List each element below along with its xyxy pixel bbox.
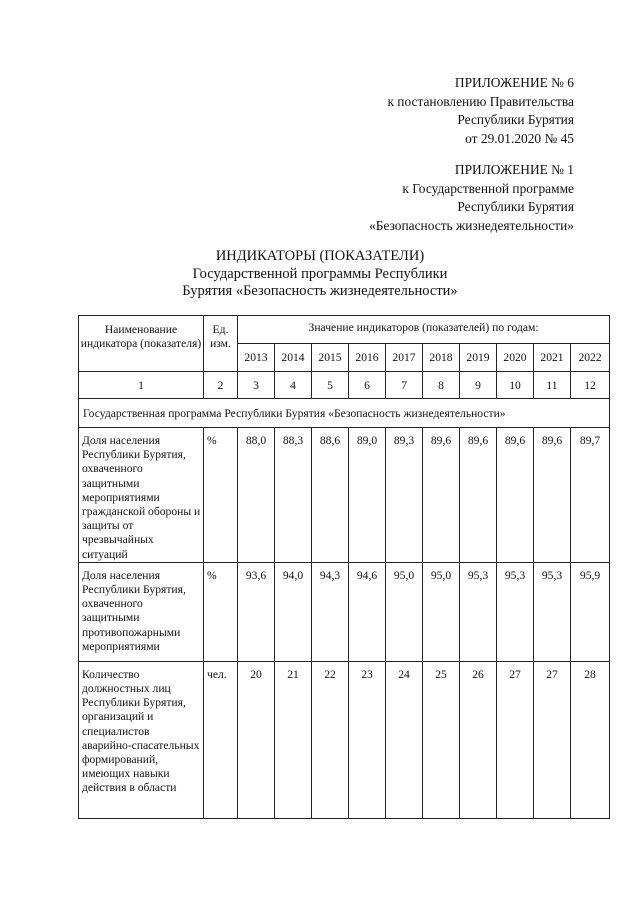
appendix-1-program: к Государственной программе <box>402 180 574 196</box>
year-2015: 2015 <box>312 344 349 372</box>
indicator-unit: % <box>204 428 238 563</box>
column-number-row <box>79 372 610 399</box>
year-2022: 2022 <box>571 344 610 372</box>
document-title <box>0 248 640 301</box>
value-cell: 21 <box>275 661 312 818</box>
value-cell: 95,9 <box>571 562 610 661</box>
value-cell: 28 <box>571 661 610 818</box>
appendix-6-heading: ПРИЛОЖЕНИЕ № 6 <box>454 75 574 90</box>
value-cell: 95,3 <box>534 562 571 661</box>
column-number: 2 <box>204 372 238 399</box>
title-line-2: Государственной программы Республики <box>192 265 448 282</box>
table-row <box>79 562 610 661</box>
appendix-6-date-number: от 29.01.2020 № 45 <box>465 130 574 146</box>
appendix-1-block <box>369 161 574 235</box>
indicator-name: Доля населения Республики Бурятия, охваченного защитными мероприятиями гражданской обороны и защиты от чрезвычайных ситуаций <box>79 428 204 563</box>
value-cell: 89,7 <box>571 428 610 563</box>
year-2019: 2019 <box>460 344 497 372</box>
appendix-1-program-name: «Безопасность жизнедеятельности» <box>369 217 574 233</box>
value-cell: 89,3 <box>386 428 423 563</box>
value-cell: 89,6 <box>460 428 497 563</box>
value-cell: 26 <box>460 661 497 818</box>
column-number: 4 <box>275 372 312 399</box>
value-cell: 89,6 <box>534 428 571 563</box>
value-cell: 25 <box>423 661 460 818</box>
indicator-unit: % <box>204 562 238 661</box>
appendix-6-resolution: к постановлению Правительства <box>387 93 574 109</box>
column-number: 9 <box>460 372 497 399</box>
title-line-1: ИНДИКАТОРЫ (ПОКАЗАТЕЛИ) <box>215 248 425 264</box>
indicator-name: Количество должностных лиц Республики Бурятия, организаций и специалистов аварийно-спасательных формирований, имеющих навыки действия в области <box>79 661 204 818</box>
value-cell: 88,0 <box>238 428 275 563</box>
column-number: 6 <box>349 372 386 399</box>
year-2020: 2020 <box>497 344 534 372</box>
year-2013: 2013 <box>238 344 275 372</box>
value-cell: 22 <box>312 661 349 818</box>
indicators-table <box>78 315 610 819</box>
value-cell: 94,3 <box>312 562 349 661</box>
year-2018: 2018 <box>423 344 460 372</box>
value-cell: 95,0 <box>423 562 460 661</box>
value-cell: 95,0 <box>386 562 423 661</box>
year-2014: 2014 <box>275 344 312 372</box>
value-cell: 95,3 <box>497 562 534 661</box>
value-cell: 89,6 <box>423 428 460 563</box>
column-number: 8 <box>423 372 460 399</box>
value-cell: 24 <box>386 661 423 818</box>
table-row <box>79 661 610 818</box>
appendix-1-republic: Республики Бурятия <box>457 199 574 214</box>
column-number: 5 <box>312 372 349 399</box>
column-number: 3 <box>238 372 275 399</box>
value-cell: 88,6 <box>312 428 349 563</box>
header-values-by-year: Значение индикаторов (показателей) по годам: <box>238 316 610 344</box>
indicator-name: Доля населения Республики Бурятия, охваченного защитными противопожарными мероприятиями <box>79 562 204 661</box>
value-cell: 94,0 <box>275 562 312 661</box>
table-row <box>79 428 610 563</box>
value-cell: 93,6 <box>238 562 275 661</box>
header-unit: Ед. изм. <box>204 316 238 372</box>
year-2017: 2017 <box>386 344 423 372</box>
value-cell: 23 <box>349 661 386 818</box>
section-title: Государственная программа Республики Бурятия «Безопасность жизнедеятельности» <box>79 399 610 428</box>
value-cell: 20 <box>238 661 275 818</box>
value-cell: 88,3 <box>275 428 312 563</box>
column-number: 12 <box>571 372 610 399</box>
column-number: 11 <box>534 372 571 399</box>
value-cell: 27 <box>534 661 571 818</box>
value-cell: 89,6 <box>497 428 534 563</box>
appendix-6-block <box>387 74 574 148</box>
column-number: 10 <box>497 372 534 399</box>
header-indicator-name: Наименование индикатора (показателя) <box>79 316 204 372</box>
value-cell: 95,3 <box>460 562 497 661</box>
title-line-3: Бурятия «Безопасность жизнедеятельности» <box>182 283 458 299</box>
column-number: 7 <box>386 372 423 399</box>
value-cell: 27 <box>497 661 534 818</box>
value-cell: 89,0 <box>349 428 386 563</box>
indicator-unit: чел. <box>204 661 238 818</box>
value-cell: 94,6 <box>349 562 386 661</box>
column-number: 1 <box>79 372 204 399</box>
appendix-1-heading: ПРИЛОЖЕНИЕ № 1 <box>454 162 574 177</box>
year-2021: 2021 <box>534 344 571 372</box>
year-2016: 2016 <box>349 344 386 372</box>
appendix-6-republic: Республики Бурятия <box>457 112 574 127</box>
